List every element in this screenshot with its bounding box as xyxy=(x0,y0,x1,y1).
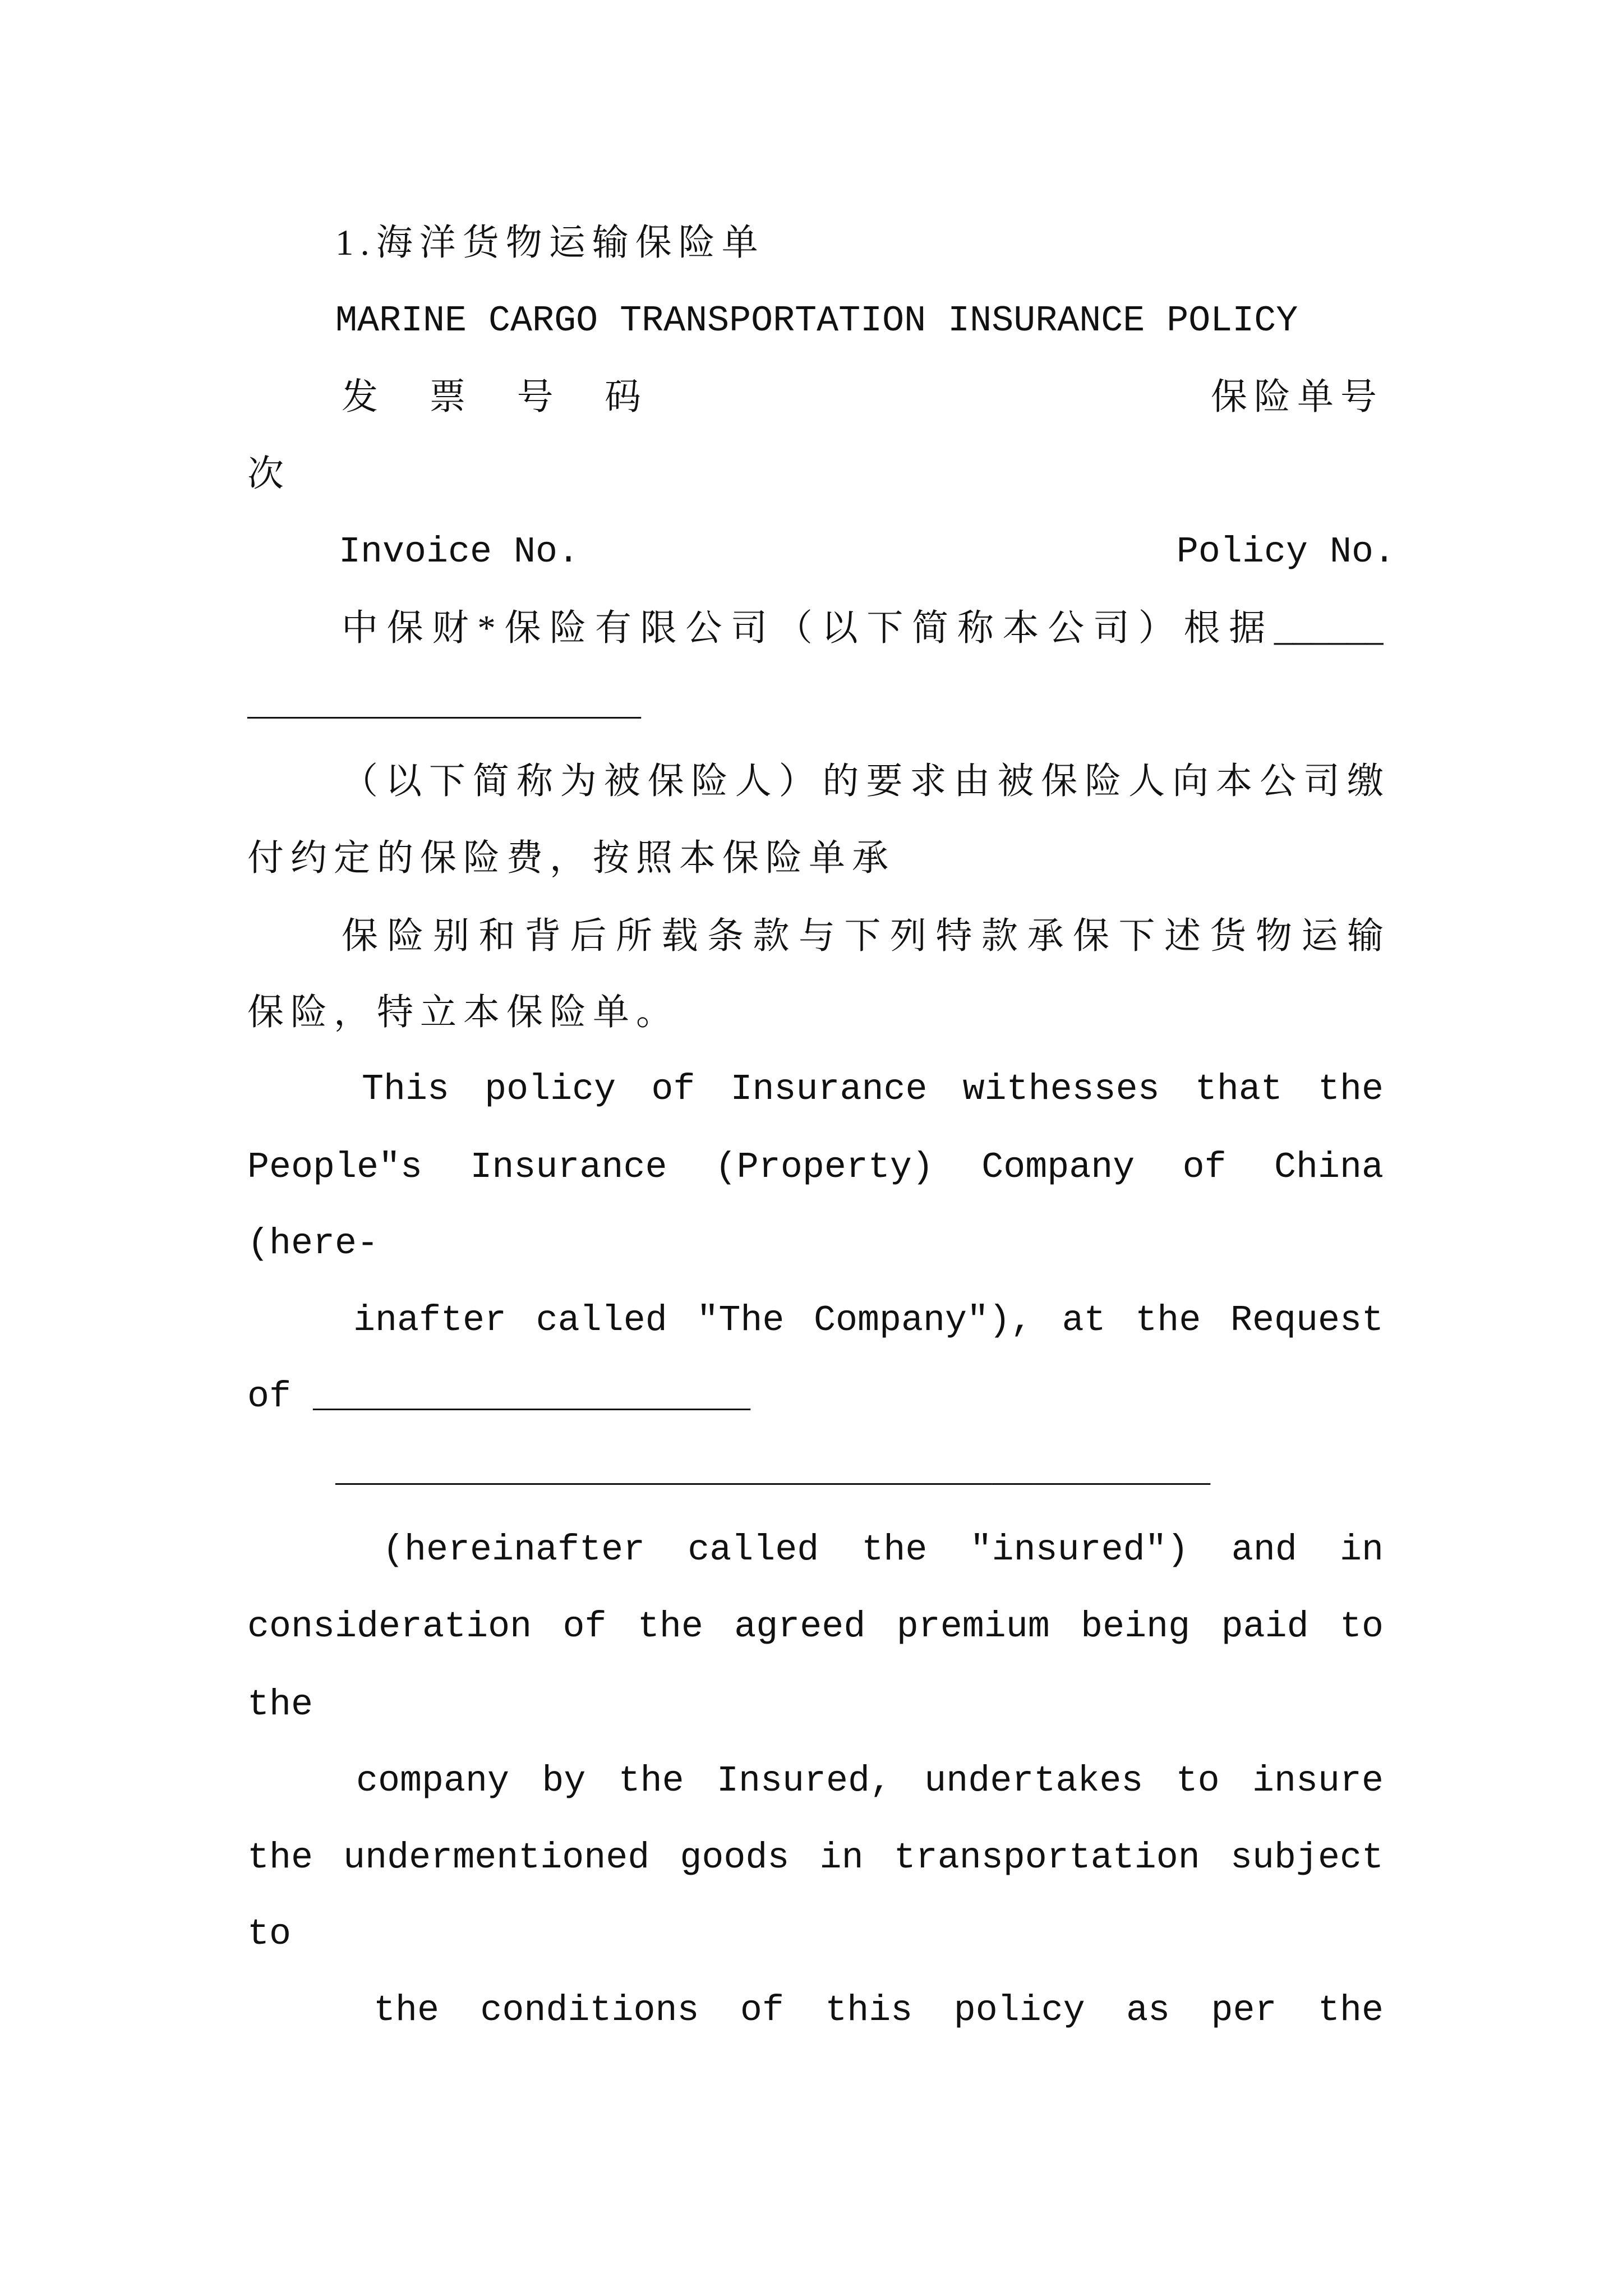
heading-chinese: 1.海洋货物运输保险单 xyxy=(335,223,765,263)
insured-name-blank-line: __________________ xyxy=(247,684,642,726)
policy-number-label-chinese xyxy=(1198,359,1384,436)
english-paragraph-line: (hereinafter called the "insured") and in xyxy=(382,1529,1384,1571)
chinese-paragraph-line: 付约定的保险费，按照本保险单承 xyxy=(247,838,896,878)
english-paragraph-line: (here- xyxy=(247,1223,379,1264)
english-paragraph-line: company by the Insured, undertakes to insure xyxy=(356,1760,1384,1802)
english-paragraph-line: This policy of Insurance withesses that the xyxy=(362,1069,1384,1110)
chinese-paragraph-line: 保险别和背后所载条款与下列特款承保下述货物运输 xyxy=(342,916,1384,956)
request-of-blank-line: of ____________________ xyxy=(247,1376,751,1418)
english-paragraph-line: inafter called "The Company"), at the Request xyxy=(353,1300,1384,1341)
invoice-number-label-chinese: 发 票 号 码 xyxy=(342,377,648,417)
english-paragraph-line: the undermentioned goods in transportation subject xyxy=(247,1837,1384,1879)
english-paragraph-line: to xyxy=(247,1913,292,1955)
policy-number-label-chinese-wrap: 次 xyxy=(247,454,291,494)
heading-english: MARINE CARGO TRANSPORTATION INSURANCE POLICY xyxy=(335,300,1298,342)
english-paragraph-line: consideration of the agreed premium being paid to xyxy=(247,1606,1384,1648)
invoice-number-label-english: Invoice No. xyxy=(339,531,580,573)
policy-number-label-english: Policy No. xyxy=(1176,531,1395,573)
english-paragraph-line: the xyxy=(247,1684,313,1726)
policy-number-label-chinese-text: 保险单号 xyxy=(1210,377,1384,417)
chinese-paragraph-line: 中保财*保险有限公司（以下简称本公司）根据______ xyxy=(342,608,1384,648)
english-paragraph-line: People"s Insurance (Property) Company of China xyxy=(247,1147,1384,1188)
chinese-paragraph-line: 保险，特立本保险单。 xyxy=(247,992,680,1033)
chinese-paragraph-line: （以下简称为被保险人）的要求由被保险人向本公司缴 xyxy=(342,761,1384,802)
insured-name-blank-line-english: ________________________________________ xyxy=(335,1451,1211,1492)
english-paragraph-line: the conditions of this policy as per the xyxy=(374,1990,1384,2031)
